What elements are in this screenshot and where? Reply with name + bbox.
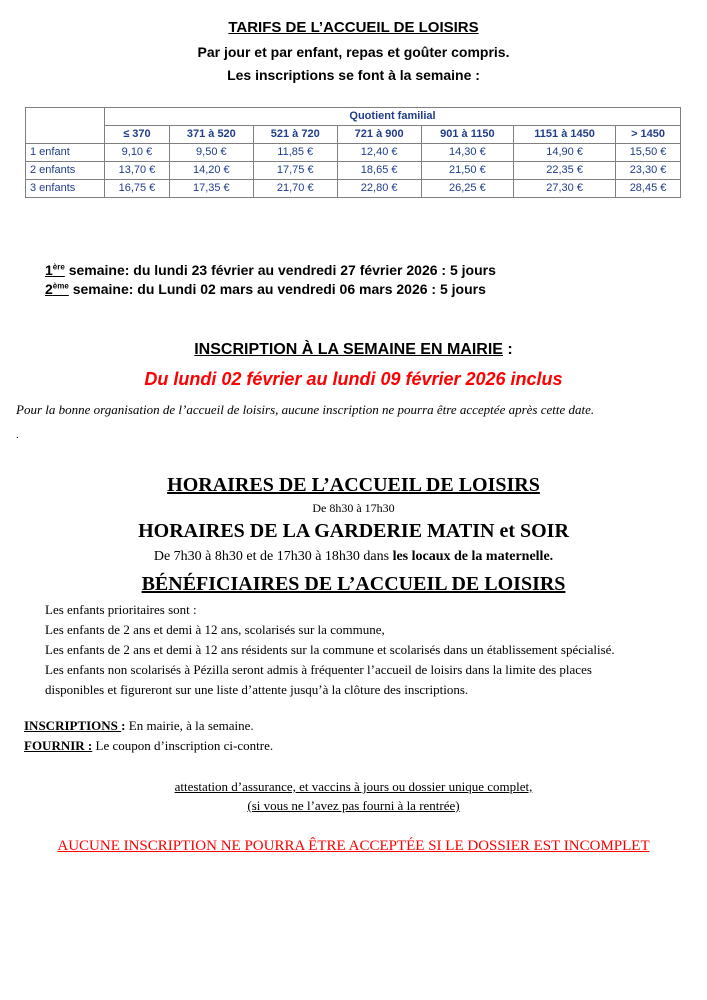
row-label: 2 enfants [26,161,105,179]
tarifs-table [25,107,681,198]
price-cell: 15,50 € [616,143,681,161]
price-cell: 9,50 € [169,143,253,161]
table-row [26,179,681,197]
table-group-header-row [26,108,681,126]
table-corner-cell-lower [26,125,105,143]
price-cell: 26,25 € [421,179,513,197]
column-header: 721 à 900 [337,125,421,143]
price-cell: 17,75 € [253,161,337,179]
inscription-title: INSCRIPTION À LA SEMAINE EN MAIRIE : [194,341,513,358]
price-cell: 12,40 € [337,143,421,161]
incomplete-warning: AUCUNE INSCRIPTION NE POURRA ÊTRE ACCEPTÉE SI LE DOSSIER EST INCOMPLET [57,838,650,854]
beneficiaires-line: Les enfants prioritaires sont : [45,602,197,617]
price-cell: 17,35 € [169,179,253,197]
week-2-number: 2ème [45,281,69,297]
price-cell: 27,30 € [514,179,616,197]
week-1-text: semaine: du lundi 23 février au vendredi 27 février 2026 : 5 jours [64,262,496,278]
price-cell: 22,35 € [514,161,616,179]
garderie-hours: De 7h30 à 8h30 et de 17h30 à 18h30 dans les locaux de la maternelle. [153,549,554,564]
price-cell: 22,80 € [337,179,421,197]
price-cell: 14,90 € [514,143,616,161]
week-1 [45,262,496,278]
price-cell: 11,85 € [253,143,337,161]
price-cell: 14,30 € [421,143,513,161]
table-column-header-row [26,125,681,143]
inscriptions-info: INSCRIPTIONS : En mairie, à la semaine. [24,718,254,733]
price-cell: 9,10 € [105,143,170,161]
horaires-accueil-title: HORAIRES DE L’ACCUEIL DE LOISIRS [167,474,540,496]
page-title: TARIFS DE L’ACCUEIL DE LOISIRS [228,19,479,36]
inscription-dates: Du lundi 02 février au lundi 09 février 2026 inclus [144,369,563,389]
price-cell: 23,30 € [616,161,681,179]
garderie-title: HORAIRES DE LA GARDERIE MATIN et SOIR [138,520,569,542]
price-cell: 16,75 € [105,179,170,197]
documents-line-2: (si vous ne l’avez pas fourni à la rentrée) [247,798,460,813]
beneficiaires-title: BÉNÉFICIAIRES DE L’ACCUEIL DE LOISIRS [141,573,566,595]
subtitle-weekly: Les inscriptions se font à la semaine : [227,67,480,83]
price-cell: 28,45 € [616,179,681,197]
quotient-familial-header: Quotient familial [105,108,681,126]
column-header: 1151 à 1450 [514,125,616,143]
week-2-text: semaine: du Lundi 02 mars au vendredi 06 mars 2026 : 5 jours [68,281,486,297]
price-cell: 14,20 € [169,161,253,179]
beneficiaires-line: Les enfants de 2 ans et demi à 12 ans résidents sur la commune et scolarisés dans un établissement spécialisé. [45,642,615,657]
subtitle-meals: Par jour et par enfant, repas et goûter compris. [197,44,510,60]
price-cell: 18,65 € [337,161,421,179]
beneficiaires-list [45,600,685,700]
column-header: 521 à 720 [253,125,337,143]
beneficiaires-line: Les enfants non scolarisés à Pézilla seront admis à fréquenter l’accueil de loisirs dans la limite des places [45,662,592,677]
beneficiaires-line: disponibles et figureront sur une liste d’attente jusqu’à la clôture des inscriptions. [45,682,469,697]
row-label: 3 enfants [26,179,105,197]
beneficiaires-line: Les enfants de 2 ans et demi à 12 ans, scolarisés sur la commune, [45,622,385,637]
week-1-number: 1ère [45,262,65,278]
price-cell: 21,50 € [421,161,513,179]
price-cell: 21,70 € [253,179,337,197]
price-cell: 13,70 € [105,161,170,179]
column-header: 901 à 1150 [421,125,513,143]
fournir-info: FOURNIR : Le coupon d’inscription ci-contre. [24,738,274,753]
inscription-notice: Pour la bonne organisation de l’accueil de loisirs, aucune inscription ne pourra être acceptée après cette date. [16,402,595,417]
column-header: > 1450 [616,125,681,143]
horaires-accueil-hours: De 8h30 à 17h30 [312,501,395,515]
documents-line-1: attestation d’assurance, et vaccins à jours ou dossier unique complet, [174,779,533,794]
table-row [26,161,681,179]
table-corner-cell [26,108,105,126]
column-header: 371 à 520 [169,125,253,143]
week-2 [45,281,486,297]
column-header: ≤ 370 [105,125,170,143]
stray-dot: . [16,429,19,441]
row-label: 1 enfant [26,143,105,161]
table-row [26,143,681,161]
